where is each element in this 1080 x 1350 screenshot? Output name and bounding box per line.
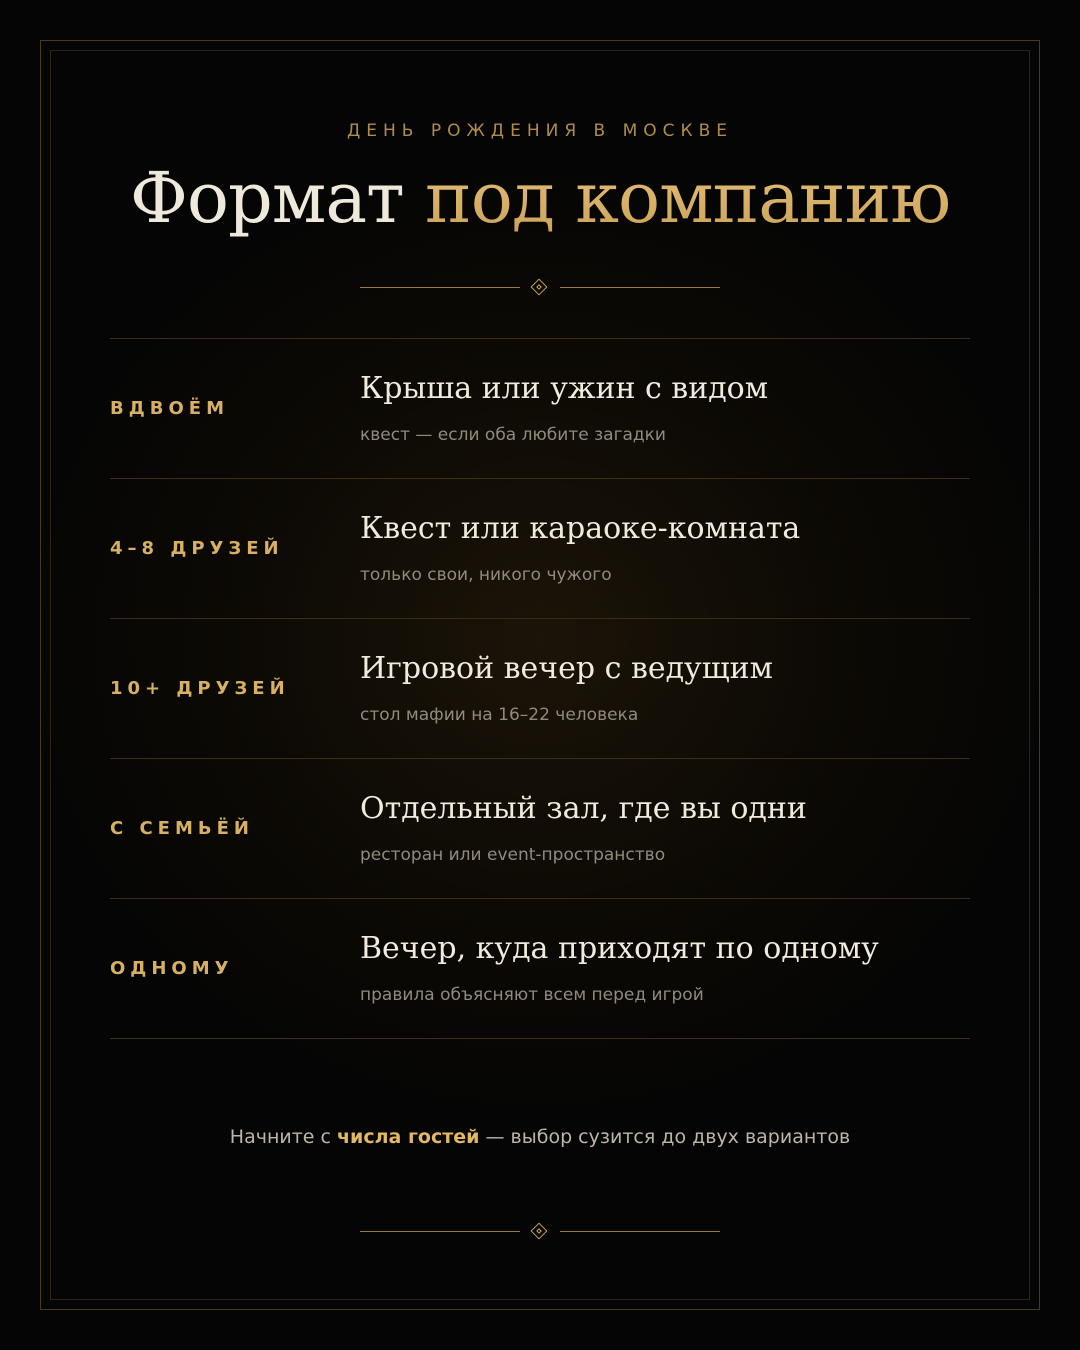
row-subtitle: правила объясняют всем перед игрой [360,985,704,1005]
format-row [110,899,970,1039]
bottom-divider [360,1222,720,1242]
row-label: С СЕМЬЁЙ [110,818,254,839]
footnote-text-before: Начните с [229,1126,331,1148]
diamond-divider-icon [531,1223,548,1240]
row-subtitle: квест — если оба любите загадки [360,425,666,445]
row-label: ОДНОМУ [110,958,234,979]
format-row [110,759,970,899]
format-row [110,479,970,619]
divider-line-right [560,287,720,288]
footnote [0,1126,1080,1148]
format-row [110,339,970,479]
page-title [0,150,1080,246]
row-label: 4–8 ДРУЗЕЙ [110,538,284,559]
top-divider [360,278,720,298]
row-heading: Игровой вечер с ведущим [360,651,773,686]
row-heading: Квест или караоке-комната [360,511,801,546]
row-heading: Крыша или ужин с видом [360,371,769,406]
divider-line-left [360,287,520,288]
divider-line-left [360,1231,520,1232]
diamond-divider-icon [531,279,548,296]
row-subtitle: стол мафии на 16–22 человека [360,705,639,725]
footnote-text-after: — выбор сузится до двух вариантов [485,1126,851,1148]
row-subtitle: ресторан или event-пространство [360,845,666,865]
title-part-2: под компанию [425,157,951,239]
row-heading: Отдельный зал, где вы одни [360,791,807,826]
row-label: ВДВОЁМ [110,398,229,419]
title-part-1: Формат [129,157,404,239]
row-heading: Вечер, куда приходят по одному [360,931,879,966]
row-label: 10+ ДРУЗЕЙ [110,678,290,699]
eyebrow-text: ДЕНЬ РОЖДЕНИЯ В МОСКВЕ [346,121,733,141]
format-list [110,338,970,1039]
row-subtitle: только свои, никого чужого [360,565,612,585]
format-row [110,619,970,759]
footnote-highlight: числа гостей [337,1126,480,1148]
divider-line-right [560,1231,720,1232]
